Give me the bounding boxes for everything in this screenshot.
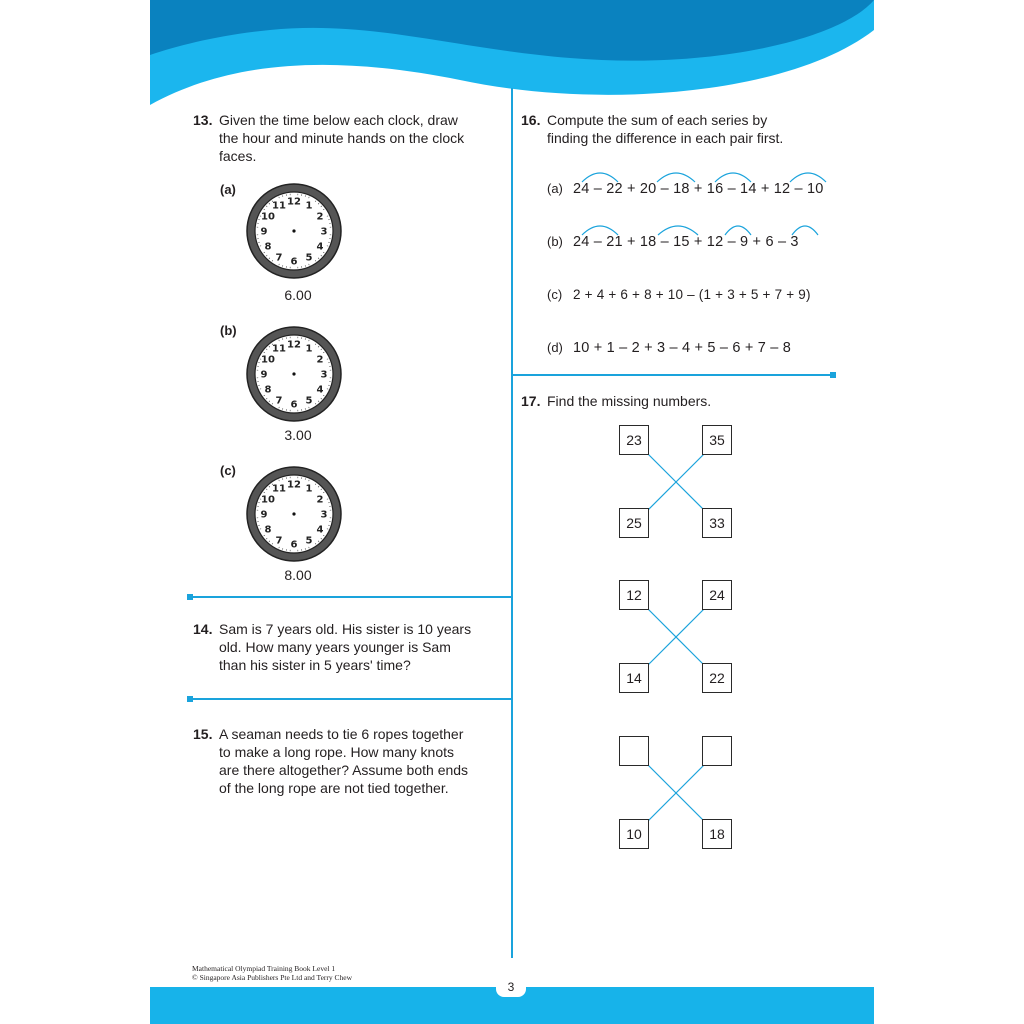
column-divider: [511, 88, 513, 958]
clock-numeral: 6: [290, 256, 298, 268]
answer-box[interactable]: [702, 736, 732, 766]
clock-a-label: (a): [220, 182, 236, 197]
clock-center-dot: [292, 229, 295, 232]
number-box: 22: [702, 663, 732, 693]
series-expression: 24 – 21 + 18 – 15 + 12 – 9 + 6 – 3: [573, 234, 799, 250]
clock-numeral: 4: [316, 241, 324, 253]
clock-center-dot: [292, 372, 295, 375]
series-expression: 24 – 22 + 20 – 18 + 16 – 14 + 12 – 10: [573, 181, 824, 197]
clock-numeral: 11: [272, 483, 286, 495]
clock-numeral: 8: [264, 524, 272, 536]
series-label: (a): [547, 181, 563, 196]
question-16: [521, 111, 841, 151]
clock-face-c[interactable]: [244, 464, 344, 564]
series-expression: 10 + 1 – 2 + 3 – 4 + 5 – 6 + 7 – 8: [573, 340, 792, 356]
clock-svg: [244, 324, 344, 424]
clock-numeral: 1: [305, 483, 313, 495]
question-number: 16.: [521, 112, 541, 128]
clock-numeral: 9: [260, 509, 268, 521]
clock-b-label: (b): [220, 323, 237, 338]
clock-numeral: 3: [320, 369, 328, 381]
clock-numeral: 12: [287, 196, 301, 208]
copyright-notice: © Singapore Asia Publishers Pte Ltd and Terry Chew: [192, 973, 353, 982]
question-text: Given the time below each clock, draw the hour and minute hands on the clock faces.: [219, 112, 465, 164]
clock-center-dot: [292, 512, 295, 515]
section-divider: [190, 698, 511, 700]
question-number: 17.: [521, 393, 541, 409]
clock-face-b[interactable]: [244, 324, 344, 424]
number-box: 33: [702, 508, 732, 538]
clock-numeral: 5: [305, 395, 313, 407]
number-box: 12: [619, 580, 649, 610]
clock-numeral: 8: [264, 241, 272, 253]
section-divider: [512, 374, 833, 376]
clock-numeral: 7: [275, 535, 283, 547]
book-title: Mathematical Olympiad Training Book Level 1: [192, 964, 336, 973]
clock-numeral: 4: [316, 384, 324, 396]
clock-numeral: 3: [320, 509, 328, 521]
series-c: [547, 286, 811, 302]
clock-numeral: 10: [261, 494, 275, 506]
question-17: [521, 392, 841, 412]
clock-numeral: 1: [305, 200, 313, 212]
series-expression: 2 + 4 + 6 + 8 + 10 – (1 + 3 + 5 + 7 + 9): [573, 287, 811, 302]
question-text: Compute the sum of each series by finding the difference in each pair first.: [547, 112, 784, 146]
clock-svg: [244, 181, 344, 281]
clock-numeral: 4: [316, 524, 324, 536]
number-box: 10: [619, 819, 649, 849]
number-box: 24: [702, 580, 732, 610]
question-15: [193, 725, 503, 805]
clock-numeral: 10: [261, 354, 275, 366]
clock-numeral: 2: [316, 211, 324, 223]
number-box: 14: [619, 663, 649, 693]
clock-numeral: 12: [287, 339, 301, 351]
clock-numeral: 8: [264, 384, 272, 396]
clock-b-time: 3.00: [284, 427, 312, 443]
page-number: 3: [496, 978, 526, 997]
question-text: A seaman needs to tie 6 ropes together to make a long rope. How many knots are there altogether? Assume both ends of the long rope are not tied together.: [219, 726, 469, 796]
section-divider: [190, 596, 511, 598]
question-text: Sam is 7 years old. His sister is 10 years old. How many years younger is Sam than his sister in 5 years' time?: [219, 621, 472, 673]
clock-numeral: 6: [290, 399, 298, 411]
clock-numeral: 2: [316, 494, 324, 506]
clock-numeral: 2: [316, 354, 324, 366]
clock-c-label: (c): [220, 463, 236, 478]
clock-numeral: 5: [305, 252, 313, 264]
clock-numeral: 3: [320, 226, 328, 238]
question-number: 15.: [193, 726, 213, 742]
clock-numeral: 1: [305, 343, 313, 355]
question-13: [193, 111, 503, 171]
clock-numeral: 7: [275, 395, 283, 407]
number-box: 23: [619, 425, 649, 455]
question-number: 13.: [193, 112, 213, 128]
question-number: 14.: [193, 621, 213, 637]
clock-numeral: 10: [261, 211, 275, 223]
clock-numeral: 7: [275, 252, 283, 264]
number-box: 18: [702, 819, 732, 849]
question-14: [193, 620, 503, 680]
series-label: (c): [547, 287, 563, 302]
clock-svg: [244, 464, 344, 564]
clock-face-a[interactable]: [244, 181, 344, 281]
clock-numeral: 9: [260, 226, 268, 238]
clock-numeral: 11: [272, 200, 286, 212]
series-b: [547, 233, 799, 250]
clock-numeral: 6: [290, 539, 298, 551]
clock-c-time: 8.00: [284, 567, 312, 583]
series-label: (d): [547, 340, 563, 355]
series-d: [547, 339, 791, 356]
clock-numeral: 5: [305, 535, 313, 547]
series-label: (b): [547, 234, 563, 249]
answer-box[interactable]: [619, 736, 649, 766]
clock-numeral: 9: [260, 369, 268, 381]
clock-a-time: 6.00: [284, 287, 312, 303]
number-box: 25: [619, 508, 649, 538]
clock-numeral: 11: [272, 343, 286, 355]
question-text: Find the missing numbers.: [547, 393, 712, 409]
clock-numeral: 12: [287, 479, 301, 491]
number-box: 35: [702, 425, 732, 455]
series-a: [547, 180, 824, 197]
